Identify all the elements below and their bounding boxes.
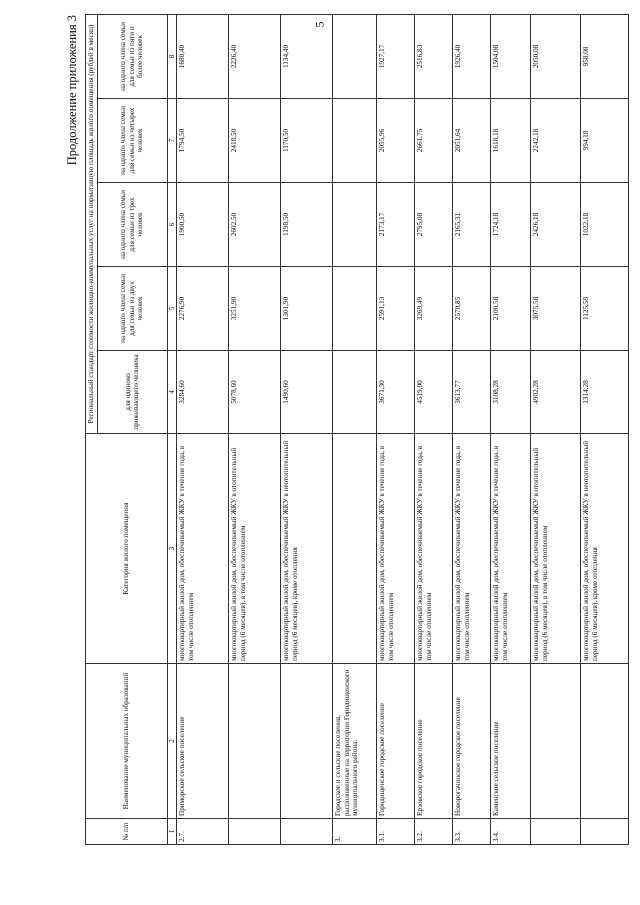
row-number: 2.7. [177, 819, 229, 845]
value-family-3: 1724,18 [491, 183, 531, 267]
value-family-5: 2050,08 [531, 14, 581, 98]
table-row [581, 14, 629, 844]
col-number: 6 [167, 183, 176, 267]
value-single: 3613,77 [453, 351, 491, 434]
value-family-3: 1900,50 [177, 183, 229, 267]
value-family-5: 2226,40 [229, 14, 281, 98]
municipality-name: Каменское сельское поселение [491, 664, 531, 819]
value-family-4: 2242,18 [531, 99, 581, 183]
header-sub-2: на одного члена семьи для семьи из двух человек [97, 267, 167, 351]
value-family-3: 2795,08 [415, 183, 453, 267]
housing-category [333, 434, 377, 664]
value-family-5: 2516,83 [415, 14, 453, 98]
municipality-name [229, 664, 281, 819]
value-family-4: 2661,75 [415, 99, 453, 183]
row-number: 3.1. [377, 819, 415, 845]
appendix-title: Продолжение приложения 3 [65, 15, 79, 166]
value-family-3: 1022,18 [581, 183, 629, 267]
municipality-name: Приморское сельское поселение [177, 664, 229, 819]
value-single: 3284,60 [177, 351, 229, 434]
rotated-page [65, 15, 625, 845]
value-family-3: 2426,18 [531, 183, 581, 267]
value-family-4: 2418,50 [229, 99, 281, 183]
value-family-5: 1927,17 [377, 14, 415, 98]
value-family-2: 3251,90 [229, 267, 281, 351]
value-family-2: 1301,90 [281, 267, 333, 351]
value-family-4: 2055,96 [377, 99, 415, 183]
value-family-2: 3075,58 [531, 267, 581, 351]
col-number: 7 [167, 99, 176, 183]
col-number: 3 [167, 434, 176, 664]
col-number: 1 [167, 819, 176, 845]
value-family-3: 2173,17 [377, 183, 415, 267]
col-number: 4 [167, 351, 176, 434]
value-family-4: 2051,64 [453, 99, 491, 183]
municipality-name: Новорогачинское городское поселение [453, 664, 491, 819]
value-family-2 [333, 267, 377, 351]
value-family-5: 958,08 [581, 14, 629, 98]
table-row [177, 14, 229, 844]
value-family-4: 1618,18 [491, 99, 531, 183]
value-family-4: 1794,50 [177, 99, 229, 183]
value-single: 3108,28 [491, 351, 531, 434]
value-single [333, 351, 377, 434]
municipality-name [281, 664, 333, 819]
value-family-2: 2591,13 [377, 267, 415, 351]
value-family-3: 2165,31 [453, 183, 491, 267]
value-single: 1314,28 [581, 351, 629, 434]
row-number [531, 819, 581, 845]
row-number [281, 819, 333, 845]
table-row [281, 14, 333, 844]
value-family-4: 1170,50 [281, 99, 333, 183]
header-sub-4: на одного члена семьи для семьи из четырех человек [97, 99, 167, 183]
row-number: 3.4. [491, 819, 531, 845]
value-single: 1490,60 [281, 351, 333, 434]
value-family-4: 994,18 [581, 99, 629, 183]
header-name: Наименование муниципальных образований [86, 664, 168, 819]
table-row [229, 14, 281, 844]
page-number: 5 [312, 21, 327, 27]
table-row [531, 14, 581, 844]
header-sub-3: на одного члена семьи для семьи из трех человек [97, 183, 167, 267]
value-family-2: 2276,90 [177, 267, 229, 351]
row-number: 3.2. [415, 819, 453, 845]
value-single: 5078,60 [229, 351, 281, 434]
header-category: Категория жилого помещения [86, 434, 168, 664]
municipality-name [531, 664, 581, 819]
municipality-name: Городское и сельские поселения, расположенные на территории Городищенского муниципального района: [333, 664, 377, 819]
col-number: 2 [167, 664, 176, 819]
municipality-name: Городищенское городское поселение [377, 664, 415, 819]
row-number [581, 819, 629, 845]
value-family-5 [333, 14, 377, 98]
value-family-5: 1926,40 [453, 14, 491, 98]
value-family-2: 2570,85 [453, 267, 491, 351]
municipality-name [581, 664, 629, 819]
housing-category: многоквартирный жилой дом, обеспечиваемый ЖКУ в течение года, в том числе отоплением [177, 434, 229, 664]
row-number: 3.3. [453, 819, 491, 845]
housing-category: многоквартирный жилой дом, обеспечиваемый ЖКУ в отопительный период (6 месяцев), в том числе отоплением [229, 434, 281, 664]
value-family-3 [333, 183, 377, 267]
row-number [229, 819, 281, 845]
housing-category: многоквартирный жилой дом, обеспечиваемый ЖКУ в неотопительный период (6 месяцев), кроме отопления [581, 434, 629, 664]
table-row [333, 14, 377, 844]
housing-category: многоквартирный жилой дом, обеспечиваемый ЖКУ в течение года, в том числе отоплением [491, 434, 531, 664]
table-row [415, 14, 453, 844]
value-family-5: 1680,40 [177, 14, 229, 98]
value-family-3: 1198,50 [281, 183, 333, 267]
municipality-name: Ерзовское городское поселение [415, 664, 453, 819]
tariff-table [85, 14, 629, 845]
table-row [453, 14, 491, 844]
table-row [377, 14, 415, 844]
value-family-4 [333, 99, 377, 183]
value-single: 4902,28 [531, 351, 581, 434]
value-family-2: 1125,58 [581, 267, 629, 351]
value-family-2: 2100,58 [491, 267, 531, 351]
housing-category: многоквартирный жилой дом, обеспечиваемый ЖКУ в течение года, в том числе отоплением [415, 434, 453, 664]
value-single: 4519,00 [415, 351, 453, 434]
col-number: 5 [167, 267, 176, 351]
value-family-2: 3269,49 [415, 267, 453, 351]
header-sub-1: для одиноко проживающего человека [97, 351, 167, 434]
row-number: 3. [333, 819, 377, 845]
housing-category: многоквартирный жилой дом, обеспечиваемый ЖКУ в течение года, в том числе отоплением [453, 434, 491, 664]
value-family-3: 2602,50 [229, 183, 281, 267]
col-number: 8 [167, 14, 176, 98]
header-no: № п/п [86, 819, 168, 845]
housing-category: многоквартирный жилой дом, обеспечиваемый ЖКУ в течение года, в том числе отоплением [377, 434, 415, 664]
header-sub-5: на одного члена семьи для семьи из пяти и более человек [97, 14, 167, 98]
table-row [491, 14, 531, 844]
value-single: 3671,30 [377, 351, 415, 434]
housing-category: многоквартирный жилой дом, обеспечиваемый ЖКУ в неотопительный период (6 месяцев), кроме отопления [281, 434, 333, 664]
header-group: Региональный стандарт стоимости жилищно-коммунальных услуг на нормативную площадь жилого помещения (рублей в месяц) [86, 14, 98, 433]
value-family-5: 1504,08 [491, 14, 531, 98]
value-family-5: 1134,40 [281, 14, 333, 98]
housing-category: многоквартирный жилой дом, обеспечиваемый ЖКУ в отопительный период (6 месяцев), в том числе отоплением [531, 434, 581, 664]
